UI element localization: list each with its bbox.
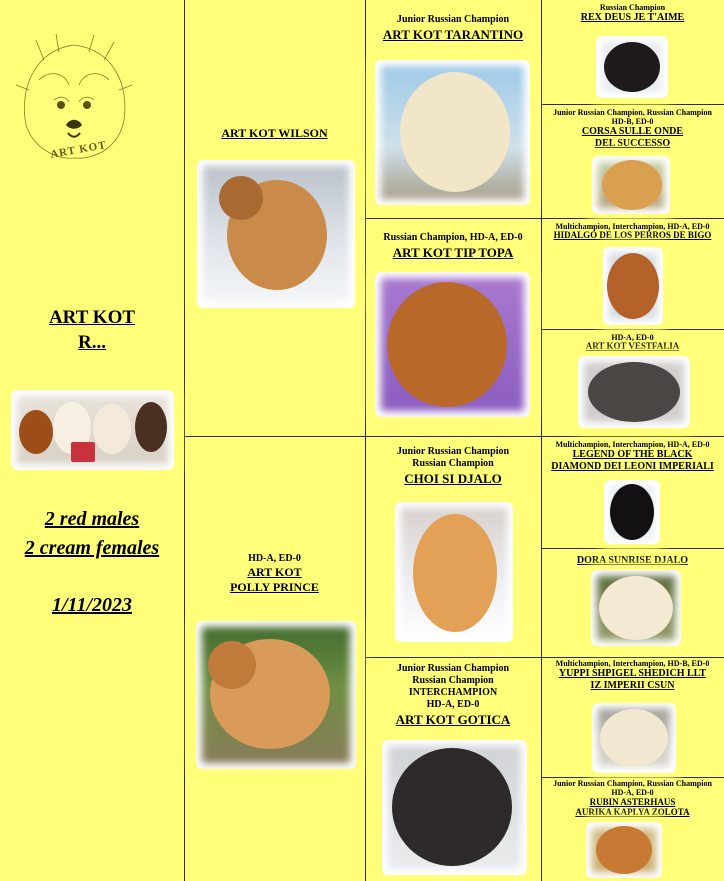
gp3-name: CHOI SI DJALO	[404, 471, 502, 486]
ggp3-block	[541, 222, 724, 240]
ggp4-photo	[578, 356, 690, 428]
gp4-titles: Junior Russian Champion	[396, 663, 510, 674]
gp4-name: ART KOT GOTICA	[395, 712, 511, 727]
divider	[541, 777, 724, 778]
ggp8-name: RUBIN ASTERHAUS	[589, 797, 676, 807]
birth-date: 1/11/2023	[51, 594, 132, 616]
gp4-titles: Russian Champion	[412, 675, 494, 686]
divider	[541, 104, 724, 105]
ggp2-titles: HD-B, ED-0	[611, 117, 654, 126]
ggp6-photo	[591, 570, 681, 646]
dam-block	[184, 553, 365, 595]
ggp7-name: IZ IMPERII CSUN	[590, 680, 675, 691]
ggp2-photo	[592, 156, 670, 214]
ggp3-name: HIDALGO DE LOS PERROS DE BIGO	[553, 230, 712, 240]
ggp2-name: DEL SUCCESSO	[594, 138, 671, 149]
ggp4-block	[541, 333, 724, 351]
ggp5-block	[541, 440, 724, 473]
gp1-titles: Junior Russian Champion	[396, 14, 510, 25]
divider	[365, 218, 724, 219]
divider	[541, 329, 724, 330]
ggp8-photo	[586, 822, 662, 878]
ggp1-titles: Russian Champion	[599, 3, 666, 12]
gp3-titles: Junior Russian Champion	[396, 446, 510, 457]
ggp2-titles: Junior Russian Champion, Russian Champion	[553, 108, 712, 117]
divider	[184, 436, 724, 437]
gp3-titles: Russian Champion	[412, 458, 494, 469]
ggp7-titles: Multichampion, Interchampion, HD-B, ED-0	[555, 659, 710, 668]
sire-name: ART KOT WILSON	[221, 126, 328, 140]
ggp1-block	[541, 3, 724, 24]
ggp8-name: AURIKA KAPLYA ZOLOTA	[575, 807, 690, 817]
logo-text: ART KOT	[49, 139, 108, 161]
ggp4-titles: HD-A, ED-0	[611, 333, 654, 342]
dam-name-line1: ART KOT	[247, 565, 302, 579]
females-count: 2 cream females	[24, 537, 160, 559]
ggp5-name: LEGEND OF THE BLACK	[572, 449, 693, 460]
divider	[365, 657, 724, 658]
ggp8-titles: HD-A, ED-0	[611, 788, 654, 797]
divider	[541, 548, 724, 549]
divider	[365, 0, 366, 881]
dam-titles: HD-A, ED-0	[248, 553, 301, 564]
gp1-photo	[375, 60, 530, 205]
ggp4-name: ART KOT VESTFALIA	[585, 341, 680, 351]
gp2-name: ART KOT TIP TOPA	[392, 245, 514, 260]
gp1-block	[365, 14, 541, 43]
gp3-block	[365, 446, 541, 487]
chow-head-icon	[14, 30, 134, 180]
litter-name-line2: R...	[78, 332, 106, 353]
ggp1-photo	[596, 36, 668, 98]
ggp7-block	[541, 659, 724, 692]
gp4-block	[365, 663, 541, 728]
ggp6-name: DORA SUNRISE DJALO	[576, 555, 689, 566]
gp2-photo	[375, 272, 530, 417]
ggp7-name: YUPPI SHPIGEL SHEDICH LLT	[558, 668, 707, 679]
ggp7-photo	[592, 703, 676, 773]
ggp5-name: DIAMOND DEI LEONI IMPERIALI	[551, 461, 714, 472]
ggp8-block	[541, 779, 724, 817]
ggp3-photo	[603, 247, 663, 325]
puppies-photo	[11, 390, 174, 470]
sire-photo	[197, 160, 355, 308]
gp3-photo	[395, 502, 513, 642]
gp4-titles: INTERCHAMPION	[408, 687, 498, 698]
litter-name-line1: ART KOT	[48, 307, 136, 328]
dam-photo	[196, 621, 356, 769]
gp4-photo	[382, 740, 527, 875]
gp2-titles: Russian Champion, HD-A, ED-0	[383, 232, 523, 243]
ggp6-block	[541, 555, 724, 567]
litter-name	[0, 305, 184, 355]
ggp1-name: REX DEUS JE T'AIME	[580, 12, 685, 23]
ggp5-titles: Multichampion, Interchampion, HD-A, ED-0	[555, 440, 710, 449]
ggp3-titles: Multichampion, Interchampion, HD-A, ED-0	[555, 222, 710, 231]
ggp2-block	[541, 108, 724, 150]
ggp8-titles: Junior Russian Champion, Russian Champion	[553, 779, 712, 788]
kennel-logo	[14, 30, 134, 180]
ggp5-photo	[604, 480, 660, 544]
males-count: 2 red males	[44, 508, 140, 530]
ggp2-name: CORSA SULLE ONDE	[581, 126, 684, 137]
gp4-titles: HD-A, ED-0	[426, 699, 480, 710]
gp2-block	[365, 232, 541, 261]
gp1-name: ART KOT TARANTINO	[382, 27, 524, 42]
dam-name-line2: POLLY PRINCE	[230, 580, 319, 594]
